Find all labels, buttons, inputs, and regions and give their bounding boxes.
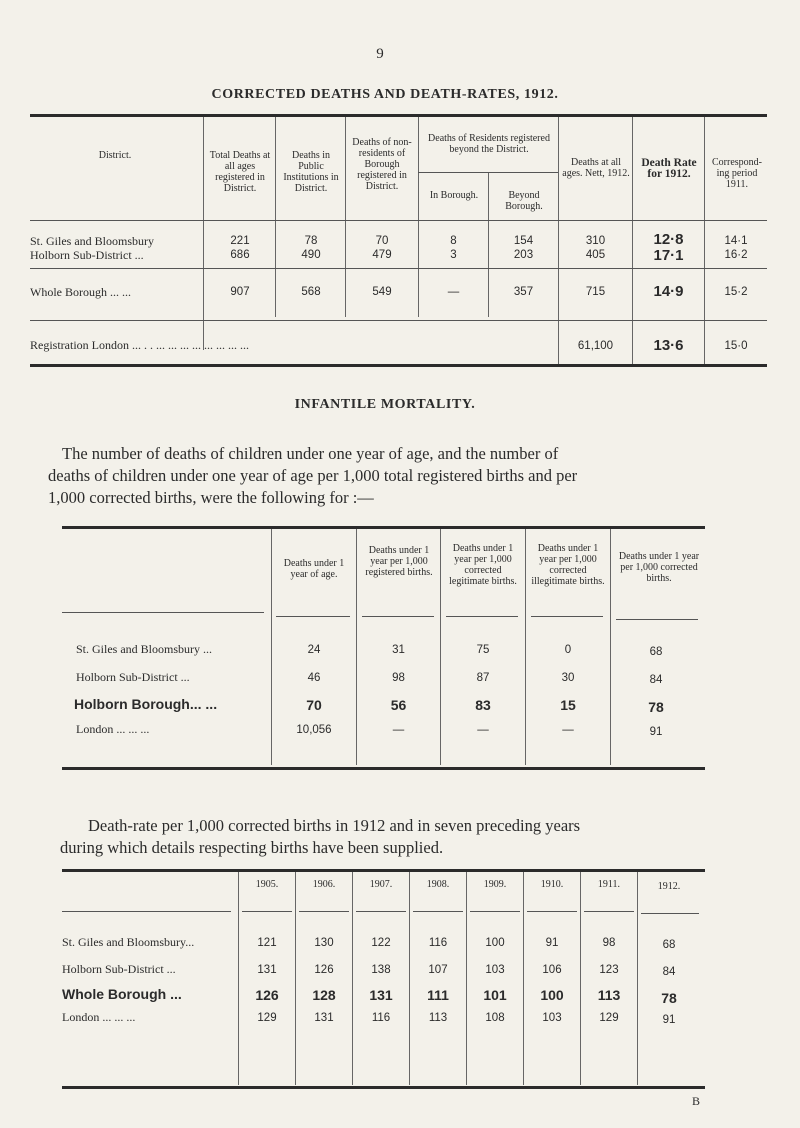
t2-cell: 24 (307, 644, 321, 656)
t2-label: Holborn Sub-District ... (76, 670, 190, 684)
t2-cell: 56 (390, 697, 407, 713)
t2-cell: 83 (475, 697, 491, 713)
t1-cell: 221 (230, 235, 250, 247)
t3-label: Holborn Sub-District ... (62, 962, 176, 976)
t2-cell: 70 (306, 697, 322, 713)
t1-rate-cell: 14·9 (653, 283, 684, 300)
t2-header: Deaths under 1 year per 1,000 registered births. (365, 545, 433, 578)
t2-cell: 31 (392, 644, 405, 656)
t2-header-rule (62, 612, 264, 613)
para-line: during which details respecting births have been supplied. (60, 838, 444, 857)
t2-header: Deaths under 1 year per 1,000 corrected legitimate births. (449, 543, 517, 587)
t3-year: 1910. (540, 879, 564, 890)
t3-cell: 111 (427, 987, 449, 1003)
t2-bottom-rule (62, 767, 705, 770)
t1-cell: 14·1 (724, 235, 748, 247)
t1-cell: 715 (585, 286, 606, 298)
t3-cell: 100 (540, 987, 564, 1003)
t2-cell: 46 (307, 672, 321, 684)
t3-cell: 116 (371, 1012, 391, 1024)
t3-year: 1911. (597, 879, 621, 890)
t3-cell: 106 (542, 964, 562, 976)
t2-label: St. Giles and Bloomsbury ... (76, 642, 213, 656)
t3-year: 1905. (255, 879, 279, 890)
t3-vline (409, 872, 410, 1085)
t3-cell: 138 (371, 964, 391, 976)
t2-cell: — (392, 724, 405, 736)
t3-label: Whole Borough ... (62, 986, 182, 1002)
t2-cell: 98 (392, 672, 405, 684)
t1-cell: 61,100 (577, 340, 614, 352)
t2-cell: 30 (561, 672, 575, 684)
t3-header-rule (527, 911, 577, 912)
t2-cell: 68 (649, 646, 663, 658)
t3-vline (466, 872, 467, 1085)
t3-cell: 113 (428, 1012, 448, 1024)
t1-cell: 490 (301, 249, 321, 261)
t3-year: 1912. (657, 881, 681, 892)
t3-cell: 107 (428, 964, 448, 976)
t3-year: 1909. (483, 879, 507, 890)
t2-header-rule (276, 616, 350, 617)
t1-cell: 479 (372, 249, 392, 261)
t3-cell: 103 (485, 964, 505, 976)
t3-header-rule (584, 911, 634, 912)
t1-header-district: District. (98, 150, 132, 161)
para-line: The number of deaths of children under one year of age, and the number of (62, 444, 559, 463)
t1-cell: 3 (450, 249, 457, 261)
t1-header-beyond: Beyond Borough. (505, 190, 543, 212)
t3-year: 1908. (426, 879, 450, 890)
t1-vline (203, 117, 204, 350)
t1-rate-cell: 12·8 (653, 231, 684, 248)
signature-mark: B (692, 1094, 701, 1108)
t3-cell: 98 (602, 937, 616, 949)
t3-cell: 101 (483, 987, 507, 1003)
t1-header-public: Deaths in Public Institutions in District. (283, 150, 339, 194)
t3-header-rule (242, 911, 292, 912)
t1-cell: 568 (301, 286, 321, 298)
t3-cell: 129 (599, 1012, 619, 1024)
t1-row-rule (30, 320, 767, 321)
t3-header-rule (641, 913, 699, 914)
t3-cell: 108 (485, 1012, 505, 1024)
t1-header-rate: Death Rate for 1912. (641, 157, 697, 180)
table1-title: CORRECTED DEATHS AND DEATH-RATES, 1912. (211, 87, 559, 102)
t3-year: 1907. (369, 879, 393, 890)
t2-cell: 84 (649, 674, 663, 686)
t1-district: Holborn Sub-District ... (30, 248, 144, 262)
t2-header-rule (616, 619, 698, 620)
t3-cell: 131 (257, 964, 277, 976)
t3-cell: 122 (371, 937, 391, 949)
table1-top-rule (30, 114, 767, 117)
t1-header-inborough: In Borough. (429, 190, 479, 201)
t3-cell: 100 (485, 937, 505, 949)
t2-cell: 78 (648, 699, 664, 715)
t1-district: Whole Borough ... ... (30, 285, 131, 299)
t1-rate-cell: 17·1 (653, 247, 684, 264)
t1-subheader-rule (418, 172, 558, 173)
t3-header-rule (299, 911, 349, 912)
t1-cell: 310 (585, 235, 606, 247)
t3-vline (295, 872, 296, 1085)
t1-cell: 16·2 (724, 249, 748, 261)
t2-label: London ... ... ... (76, 722, 150, 736)
t1-cell: 357 (513, 286, 534, 298)
t3-cell: 103 (542, 1012, 562, 1024)
t1-cell: 154 (513, 235, 534, 247)
t3-vline (238, 872, 239, 1085)
t3-cell: 113 (597, 987, 621, 1003)
t3-cell: 91 (545, 937, 559, 949)
t2-header-rule (531, 616, 603, 617)
t1-cell: 15·2 (724, 286, 748, 298)
t1-rate-cell: 13·6 (653, 337, 684, 354)
t3-cell: 68 (662, 939, 676, 951)
page-number: 9 (376, 46, 384, 62)
t3-year: 1906. (312, 879, 336, 890)
t3-cell: 116 (428, 937, 448, 949)
t3-header-rule (470, 911, 520, 912)
t1-header-nonres: Deaths of non-residents of Borough registered in District. (352, 137, 412, 192)
t3-cell: 131 (369, 987, 393, 1003)
table1-bottom-rule (30, 364, 767, 367)
rates-paragraph (60, 815, 710, 859)
para-line: 1,000 corrected births, were the following for :— (48, 488, 374, 507)
t1-header-corresp: Correspond-ing period 1911. (712, 157, 762, 190)
t2-header-rule (446, 616, 518, 617)
t1-header-rule (30, 220, 767, 221)
t2-cell: 91 (649, 726, 663, 738)
t3-cell: 126 (255, 987, 279, 1003)
t1-cell: 907 (230, 286, 250, 298)
t1-cell: 78 (304, 235, 318, 247)
t3-cell: 78 (661, 990, 677, 1006)
t3-cell: 123 (599, 964, 619, 976)
para-line: deaths of children under one year of age per 1,000 total registered births and per (48, 466, 578, 485)
t3-header-rule (413, 911, 463, 912)
t2-cell: 75 (476, 644, 490, 656)
t1-cell: 70 (375, 235, 389, 247)
t3-cell: 129 (257, 1012, 277, 1024)
t1-row-rule (30, 268, 767, 269)
t3-vline (523, 872, 524, 1085)
t3-cell: 130 (314, 937, 334, 949)
t3-vline (352, 872, 353, 1085)
t1-header-nett: Deaths at all ages. Nett, 1912. (562, 157, 630, 179)
t2-cell: 15 (560, 697, 576, 713)
t1-cell: 203 (513, 249, 534, 261)
t1-cell: 8 (450, 235, 457, 247)
t2-cell: 87 (476, 672, 490, 684)
t1-header-total: Total Deaths at all ages registered in District. (209, 150, 271, 194)
t3-label: London ... ... ... (62, 1010, 136, 1024)
t3-label: St. Giles and Bloomsbury... (62, 935, 195, 949)
t2-header: Deaths under 1 year per 1,000 corrected births. (618, 551, 700, 584)
infantile-paragraph (48, 443, 708, 509)
t3-vline (637, 872, 638, 1085)
t1-cell: 686 (230, 249, 250, 261)
t1-cell: 15·0 (724, 340, 748, 352)
t2-top-rule (62, 526, 705, 529)
t3-header-rule (62, 911, 231, 912)
t3-cell: 91 (662, 1014, 676, 1026)
t3-bottom-rule (62, 1086, 705, 1089)
t2-header-rule (362, 616, 434, 617)
t1-header-resbeyond: Deaths of Residents registered beyond the District. (428, 133, 550, 155)
t1-cell: 405 (585, 249, 606, 261)
t3-vline (580, 872, 581, 1085)
t1-cell: 549 (372, 286, 392, 298)
t3-cell: 128 (312, 987, 336, 1003)
t2-header: Deaths under 1 year per 1,000 corrected illegitimate births. (531, 543, 605, 587)
t1-cell: — (447, 286, 460, 298)
t3-cell: 121 (257, 937, 277, 949)
infantile-title: INFANTILE MORTALITY. (294, 397, 476, 412)
t3-cell: 84 (662, 966, 676, 978)
t2-cell: 10,056 (296, 724, 332, 736)
t1-district: Registration London ... . . ... ... ... ... ... ... ... ... (30, 338, 249, 352)
t2-label: Holborn Borough... ... (74, 696, 218, 712)
t1-district: St. Giles and Bloomsbury (30, 234, 155, 248)
t2-cell: — (477, 724, 489, 736)
para-line: Death-rate per 1,000 corrected births in 1912 and in seven preceding years (88, 816, 581, 835)
t2-cell: 0 (564, 644, 572, 656)
t3-header-rule (356, 911, 406, 912)
t3-cell: 126 (314, 964, 334, 976)
t2-header: Deaths under 1 year of age. (283, 558, 345, 580)
t2-cell: — (562, 724, 574, 736)
t3-cell: 131 (314, 1012, 334, 1024)
t3-top-rule (62, 869, 705, 872)
